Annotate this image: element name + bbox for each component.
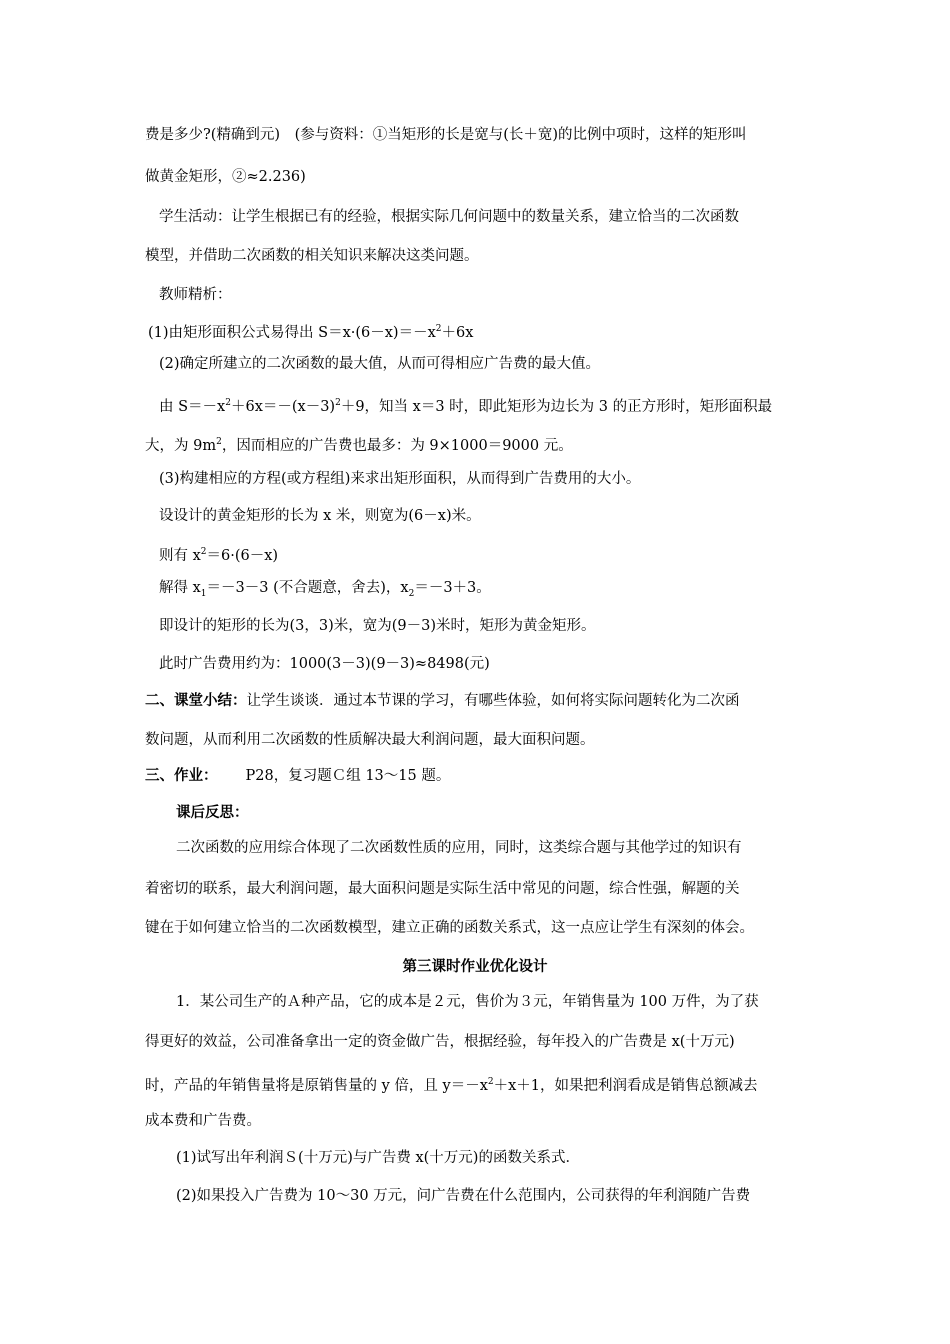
text-line: 键在于如何建立恰当的二次函数模型，建立正确的函数关系式，这一点应让学生有深刻的体会。 [145,920,754,936]
text-line: 时，产品的年销售量将是原销售量的 y 倍，且 $y=-x^2+x+1$，如果把利润看成是销售总额减去 [145,1077,758,1094]
section-summary: 二、课堂小结：让学生谈谈．通过本节课的学习，有哪些体验，如何将实际问题转化为二次函 [145,692,740,709]
text-line: 学生活动：让学生根据已有的经验，根据实际几何问题中的数量关系，建立恰当的二次函数 [159,209,739,225]
text-line: 大，为 $9m^2$，因而相应的广告费也最多：为 9×1000＝9000 元。 [145,437,573,454]
section-heading: 二、课堂小结： [145,692,247,709]
text-line: 解得 $x_1=-3-3$ (不合题意，舍去)，$x_2=-3+3$。 [159,580,491,599]
text-line: 此时广告费用约为：1000(3－3)(9－3)≈8498(元) [159,656,490,672]
text-line: 1．某公司生产的Ａ种产品，它的成本是２元，售价为３元，年销售量为 100 万件，为了获 [176,994,759,1010]
text-line: (1)由矩形面积公式易得出 $S=x\cdot(6-x)=-x^2+6x$ [148,324,474,341]
text-line: 教师精析： [159,287,232,303]
text-line: (2)确定所建立的二次函数的最大值，从而可得相应广告费的最大值。 [159,356,601,372]
text-line: 模型，并借助二次函数的相关知识来解决这类问题。 [145,248,479,264]
text-line: (2)如果投入广告费为 10～30 万元，问广告费在什么范围内，公司获得的年利润随广告费 [176,1188,751,1204]
text-line: (3)构建相应的方程(或方程组)来求出矩形面积，从而得到广告费用的大小。 [159,471,641,487]
section-heading: 三、作业： [145,767,218,784]
text-line: 得更好的效益，公司准备拿出一定的资金做广告，根据经验，每年投入的广告费是 x(十万元) [145,1034,735,1050]
text-line: (1)试写出年利润Ｓ(十万元)与广告费 x(十万元)的函数关系式． [176,1150,580,1166]
text-line: 成本费和广告费。 [145,1113,261,1129]
text-line: 即设计的矩形的长为(3，3)米，宽为(9－3)米时，矩形为黄金矩形。 [159,618,596,634]
reflection-heading: 课后反思： [176,804,249,821]
text-line: 做黄金矩形，②≈2.236) [145,169,306,185]
text-line: 着密切的联系，最大利润问题，最大面积问题是实际生活中常见的问题，综合性强，解题的关 [145,881,740,897]
text-line: 由 $S=-x^2+6x=-(x-3)^2+9$，知当 x＝3 时，即此矩形为边长为 3 的正方形时，矩形面积最 [159,398,773,415]
section-homework: 三、作业： P28，复习题Ｃ组 13～15 题。 [145,767,451,784]
text-line: 设设计的黄金矩形的长为 x 米，则宽为(6－x)米。 [159,508,481,524]
text-line: 则有 $x^2=6\cdot(6-x)$ [159,547,279,564]
text-line: 二次函数的应用综合体现了二次函数性质的应用，同时，这类综合题与其他学过的知识有 [176,840,742,856]
text-line: 费是多少?(精确到元) (参与资料：①当矩形的长是宽与(长＋宽)的比例中项时，这样的矩形叫 [145,127,747,143]
text-line: 数问题，从而利用二次函数的性质解决最大利润问题，最大面积问题。 [145,732,595,748]
exercise-title: 第三课时作业优化设计 [402,958,548,975]
